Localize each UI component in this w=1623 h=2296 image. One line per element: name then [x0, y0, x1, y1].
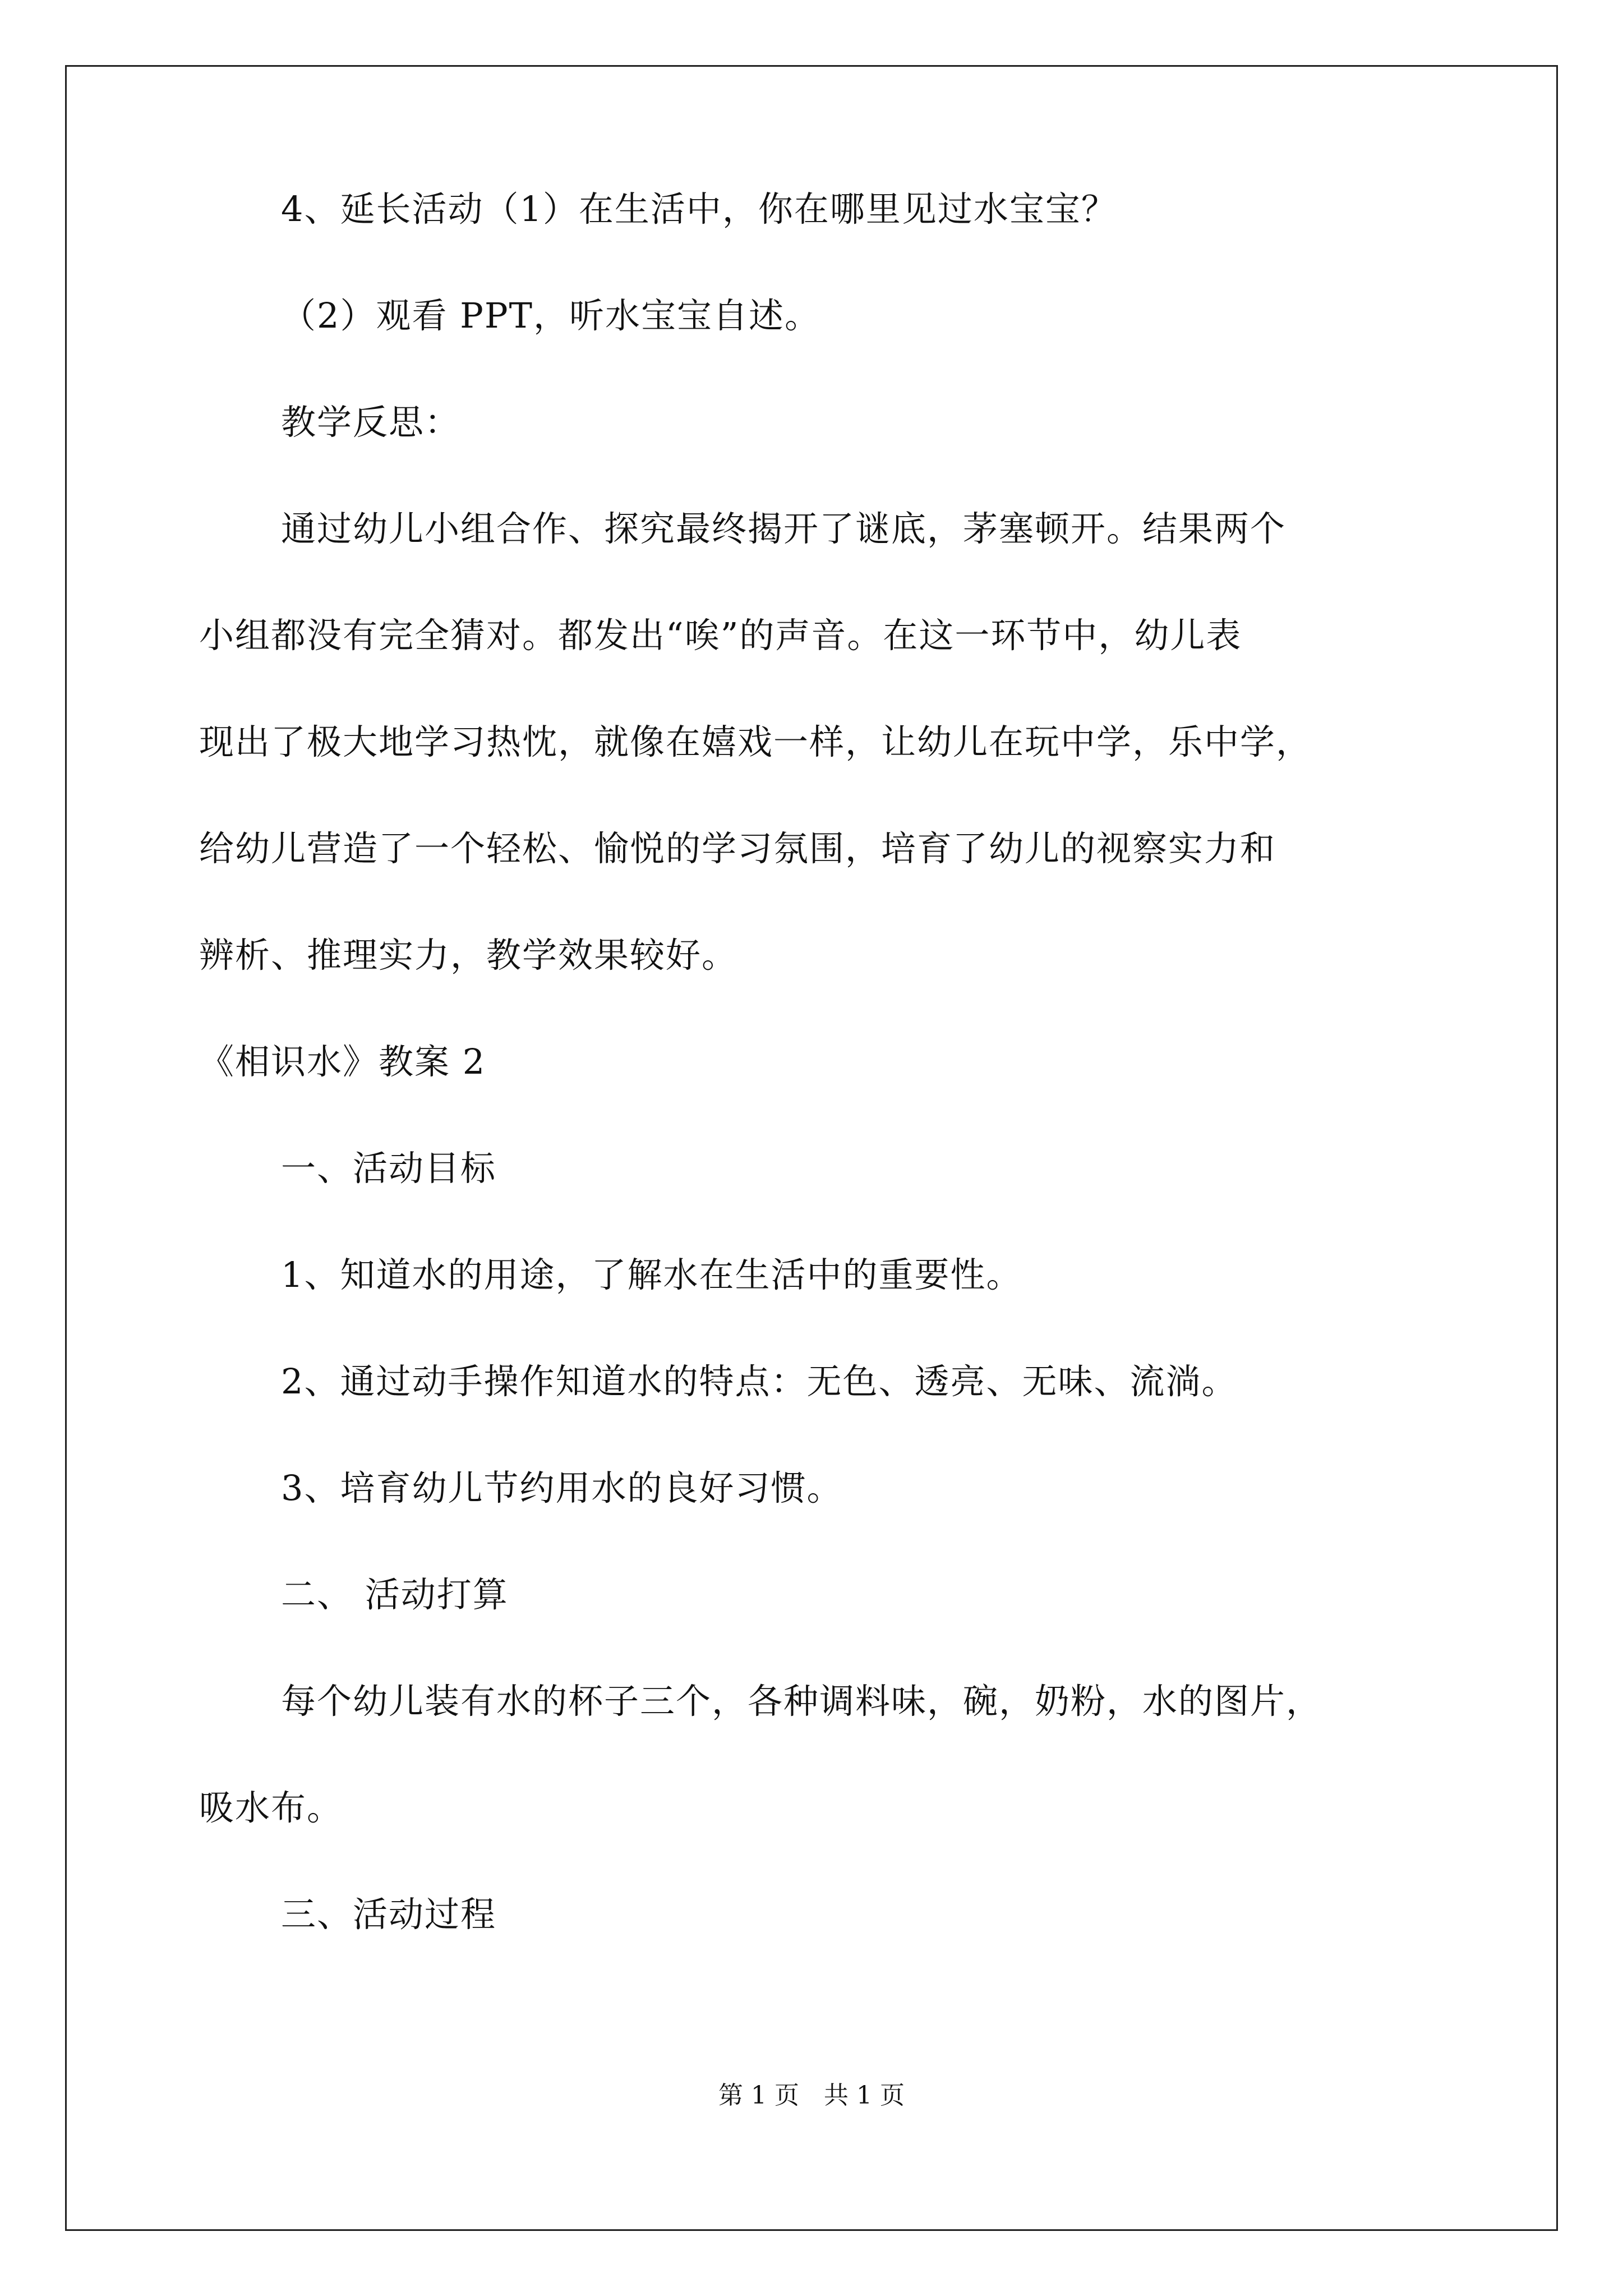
paragraph-materials-line-1: 每个幼儿装有水的杯子三个，各种调料味，碗，奶粉，水的图片，: [281, 1681, 1322, 1722]
paragraph-extension-activity: 4、延长活动（1）在生活中，你在哪里见过水宝宝？: [281, 188, 1117, 229]
heading-activity-process: 三、活动过程: [281, 1894, 497, 1935]
paragraph-reflection-line-1: 通过幼儿小组合作、探究最终揭开了谜底，茅塞顿开。结果两个: [281, 508, 1287, 549]
paragraph-watch-ppt: （2）观看 PPT，听水宝宝自述。: [281, 295, 820, 336]
section-title-lesson-plan-2: 《相识水》教案 2: [199, 1041, 486, 1082]
paragraph-reflection-line-2: 小组都没有完全猜对。都发出“唉”的声音。在这一环节中，幼儿表: [199, 615, 1242, 656]
heading-activity-goals: 一、活动目标: [281, 1148, 497, 1189]
page-footer: 第 1 页 共 1 页: [718, 2081, 905, 2110]
goal-item-2: 2、通过动手操作知道水的特点：无色、透亮、无味、流淌。: [281, 1361, 1238, 1402]
goal-item-1: 1、知道水的用途，了解水在生活中的重要性。: [281, 1254, 1022, 1295]
paragraph-reflection-line-3: 现出了极大地学习热忱，就像在嬉戏一样，让幼儿在玩中学，乐中学，: [199, 721, 1312, 762]
paragraph-reflection-line-4: 给幼儿营造了一个轻松、愉悦的学习氛围，培育了幼儿的视察实力和: [199, 828, 1276, 869]
goal-item-3: 3、培育幼儿节约用水的良好习惯。: [281, 1467, 843, 1508]
heading-activity-preparation: 二、 活动打算: [281, 1574, 509, 1615]
page-frame: [65, 65, 1558, 2231]
paragraph-reflection-line-5: 辨析、推理实力，教学效果较好。: [199, 935, 738, 976]
heading-teaching-reflection: 教学反思：: [281, 402, 461, 443]
paragraph-materials-line-2: 吸水布。: [199, 1787, 343, 1828]
